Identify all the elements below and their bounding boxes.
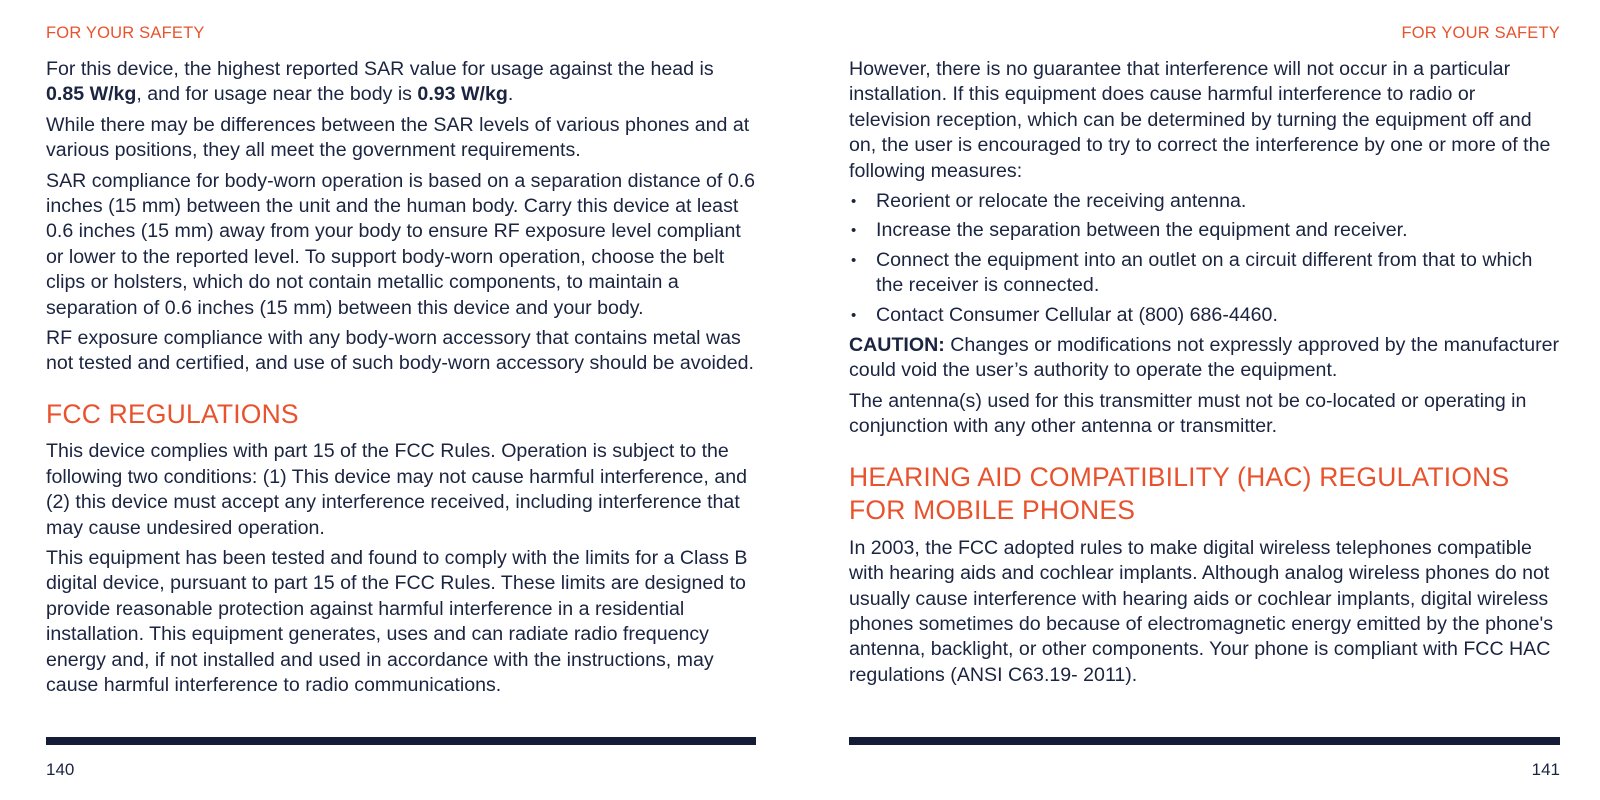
sar-intro-middle: , and for usage near the body is xyxy=(136,83,418,106)
sar-intro-paragraph xyxy=(46,57,756,108)
fcc-class-b-paragraph: This equipment has been tested and found to comply with the limits for a Class B digital device, pursuant to part 15 of the FCC Rules. These limits are designed to provide reasonable protection against harmful interference in a residential installation. This equipment generates, uses and can radiate radio frequency energy and, if not installed and used in accordance with the instructions, may cause harmful interference to radio communications. xyxy=(46,547,748,697)
list-item: • Increase the separation between the equipment and receiver. xyxy=(849,218,1560,243)
page-number-right: 141 xyxy=(1531,760,1560,779)
caution-paragraph xyxy=(849,333,1560,384)
right-page-body xyxy=(849,57,1560,693)
rf-exposure-paragraph: RF exposure compliance with any body-worn accessory that contains metal was not tested and certified, and use of such body-worn accessory should be avoided. xyxy=(46,327,754,375)
sar-intro-prefix: For this device, the highest reported SAR value for usage against the head is xyxy=(46,58,714,80)
left-page xyxy=(46,0,756,800)
right-page xyxy=(849,0,1560,800)
sar-differences-paragraph: While there may be differences between the SAR levels of various phones and at various positions, they all meet the government requirements. xyxy=(46,113,750,162)
sar-intro-suffix: . xyxy=(507,83,514,106)
antenna-paragraph: The antenna(s) used for this transmitter must not be co-located or operating in conjunction with any other antenna or transmitter. xyxy=(849,389,1527,438)
interference-intro-paragraph: However, there is no guarantee that interference will not occur in a particular installation. If this equipment does cause harmful interference to radio or television reception, which can be determined by turning the equipment off and on, the user is encouraged to try to correct the interference by one or more of the following measures: xyxy=(849,58,1551,182)
list-item: • Contact Consumer Cellular at (800) 686-4460. xyxy=(849,303,1560,328)
sar-body-worn-paragraph: SAR compliance for body-worn operation is based on a separation distance of 0.6 inches (15 mm) between the unit and the human body. Carry this device at least 0.6 inches (15 mm) away from your body to ensure RF exposure level compliant or lower to the reported level. To support body-worn operation, choose the belt clips or holsters, which do not contain metallic components, to maintain a separation of 0.6 inches (15 mm) between this device and your body. xyxy=(46,169,756,319)
hac-regulations-heading: HEARING AID COMPATIBILITY (HAC) REGULATIONS FOR MOBILE PHONES xyxy=(849,461,1510,526)
sar-head-value: 0.85 W/kg xyxy=(46,83,137,106)
sar-body-value: 0.93 W/kg xyxy=(417,83,508,106)
caution-text: Changes or modifications not expressly approved by the manufacturer could void the user’s authority to operate the equipment. xyxy=(849,334,1560,382)
footer-rule-left xyxy=(46,737,756,745)
footer-rule-right xyxy=(849,737,1560,745)
left-page-body xyxy=(46,57,756,703)
running-head-right: FOR YOUR SAFETY xyxy=(1401,24,1560,42)
list-item: • Connect the equipment into an outlet on a circuit different from that to which the receiver is connected. xyxy=(849,248,1560,299)
caution-label: CAUTION: xyxy=(849,334,945,357)
measures-list xyxy=(849,189,1560,328)
hac-paragraph: In 2003, the FCC adopted rules to make digital wireless telephones compatible with hearing aids and cochlear implants. Although analog wireless phones do not usually cause interference with hearing aids or cochlear implants, digital wireless phones sometimes do because of electromagnetic energy emitted by the phone's antenna, backlight, or other components. Your phone is compliant with FCC HAC regulations (ANSI C63.19- 2011). xyxy=(849,536,1554,686)
fcc-regulations-heading: FCC REGULATIONS xyxy=(46,398,299,429)
running-head-left: FOR YOUR SAFETY xyxy=(46,24,205,42)
fcc-compliance-paragraph: This device complies with part 15 of the FCC Rules. Operation is subject to the following two conditions: (1) This device may not cause harmful interference, and (2) this device must accept any interference received, including interference that may cause undesired operation. xyxy=(46,440,748,539)
list-item: • Reorient or relocate the receiving antenna. xyxy=(849,189,1560,214)
page-number-left: 140 xyxy=(46,760,75,779)
